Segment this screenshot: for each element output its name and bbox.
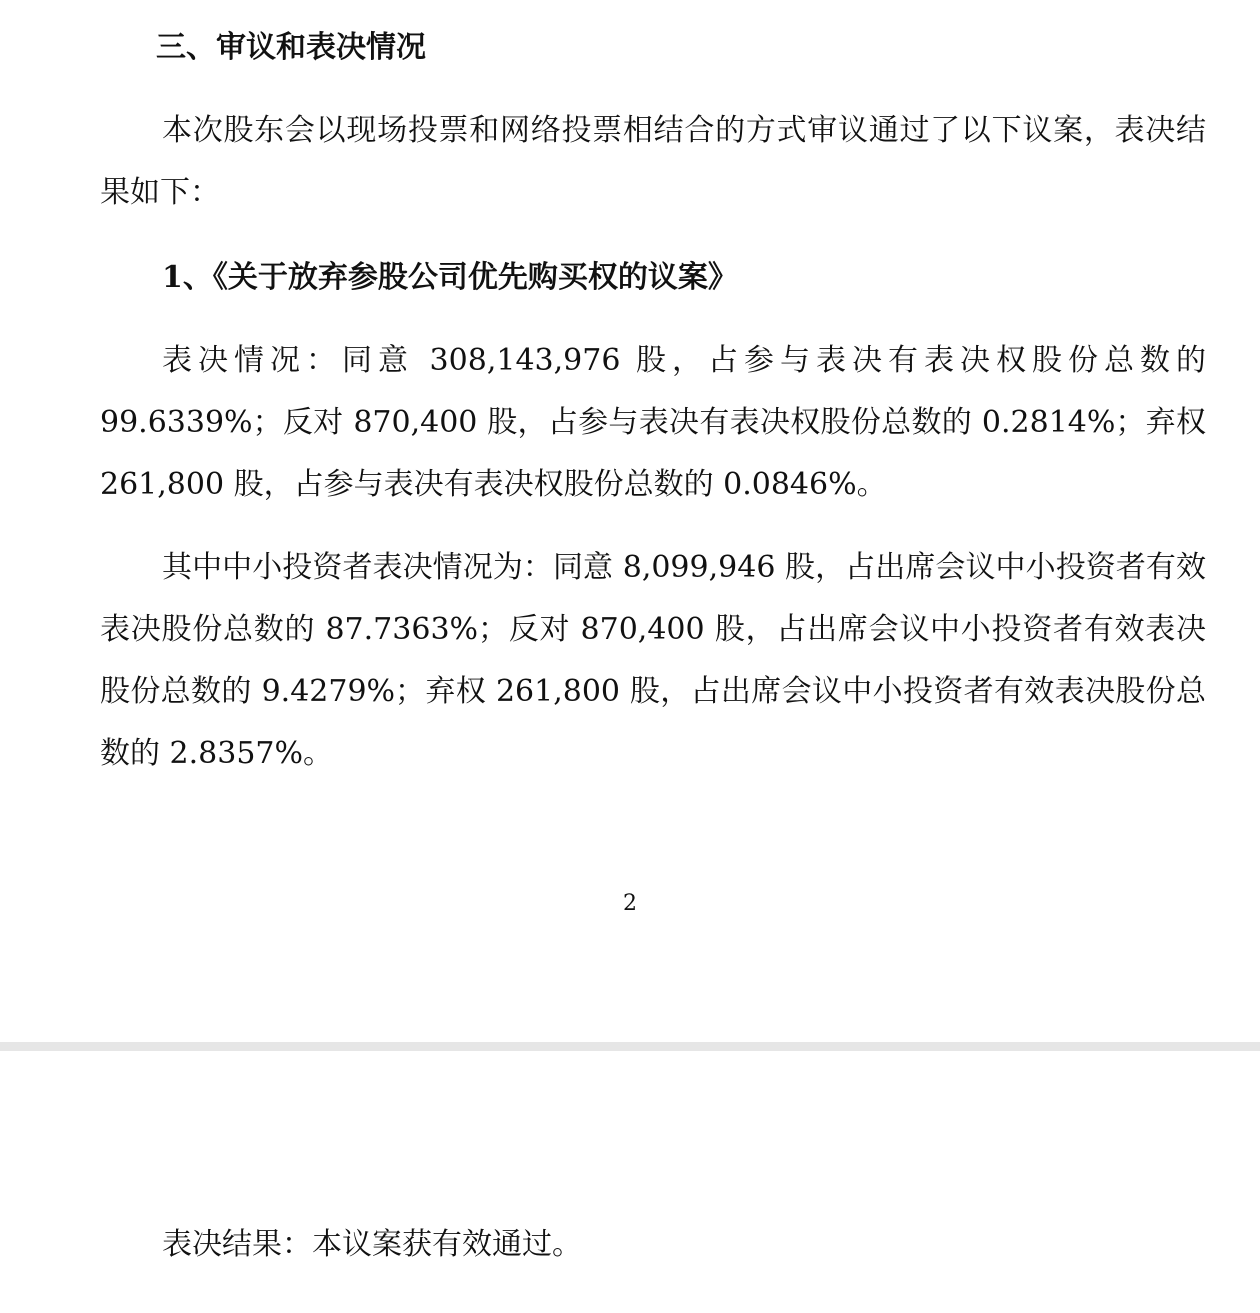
vote-overall-paragraph: 表决情况：同意 308,143,976 股，占参与表决有表决权股份总数的 99.6339%；反对 870,400 股，占参与表决有表决权股份总数的 0.2814%；弃权 261,800 股，占参与表决有表决权股份总数的 0.0846%。: [100, 343, 1206, 502]
document-page-2: [0, 1051, 1260, 1313]
vote-minority-paragraph: 其中中小投资者表决情况为：同意 8,099,946 股，占出席会议中小投资者有效表决股份总数的 87.7363%；反对 870,400 股，占出席会议中小投资者有效表决股份总数的 9.4279%；弃权 261,800 股，占出席会议中小投资者有效表决股份总数的 2.8357%。: [100, 550, 1206, 771]
vote-result: 表决结果：本议案获有效通过。: [162, 1227, 582, 1262]
proposal-title: 1、《关于放弃参股公司优先购买权的议案》: [162, 260, 738, 295]
section-heading: 三、审议和表决情况: [156, 30, 426, 65]
page-separator: [0, 1042, 1260, 1051]
intro-paragraph: 本次股东会以现场投票和网络投票相结合的方式审议通过了以下议案，表决结果如下：: [100, 113, 1206, 210]
page-number: 2: [623, 891, 637, 916]
